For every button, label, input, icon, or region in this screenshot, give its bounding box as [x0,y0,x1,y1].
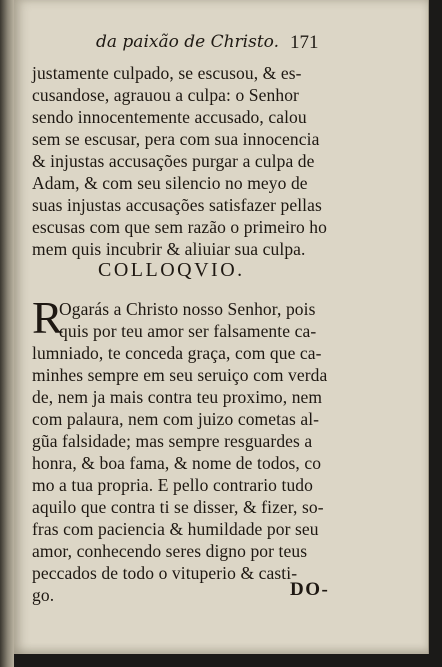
text-line: quis por teu amor ser falsamente ca- [59,321,317,341]
book-page [14,0,429,654]
colloquio-text [32,292,342,606]
text-line: justamente culpado, se escusou, & es- [32,63,302,83]
drop-cap-block [32,292,342,343]
text-line: honra, & boa fama, & nome de todos, co [32,453,322,473]
text-line: de, nem ja mais contra teu proximo, nem [32,387,323,407]
text-line: gũa falsidade; mas sempre resguardes a [32,431,313,451]
text-line: mem quis incubrir & aliuiar sua culpa. [32,239,306,259]
text-line: sendo innocentemente accusado, calou [32,107,307,127]
text-line: escusas com que sem razão o primeiro ho [32,217,327,237]
text-line: & injustas accusações purgar a culpa de [32,151,315,171]
text-line: minhes sempre em seu seruiço com verda [32,365,328,385]
text-line: Adam, & com seu silencio no meyo de [32,173,308,193]
text-line: Ogarás a Christo nosso Senhor, pois [59,299,316,319]
text-line: peccados de todo o vituperio & casti- [32,563,298,583]
text-line: aquilo que contra ti se disser, & fizer, so- [32,497,324,517]
text-line: suas injustas accusações satisfazer pellas [32,195,322,215]
catchword: DO- [290,579,330,600]
text-line: sem se escusar, pera com sua innocencia [32,129,320,149]
text-line: fras com paciencia & humildade por seu [32,519,319,539]
text-line: cusandose, agrauou a culpa: o Senhor [32,85,299,105]
text-line: lumniado, te conceda graça, com que ca- [32,343,322,363]
book-spine-edge [0,0,14,667]
body-text [32,62,342,260]
drop-cap: R [32,292,63,343]
running-title: da paixão de Christo. [96,32,279,52]
text-line: com palaura, nem com juizo cometas al- [32,409,320,429]
text-line: mo a tua propria. E pello contrario tudo [32,475,314,495]
section-heading: COLLOQVIO. [98,259,245,281]
text-line: go. [32,585,55,605]
page-number: 171 [290,32,319,53]
text-line: amor, conhecendo seres digno por teus [32,541,308,561]
